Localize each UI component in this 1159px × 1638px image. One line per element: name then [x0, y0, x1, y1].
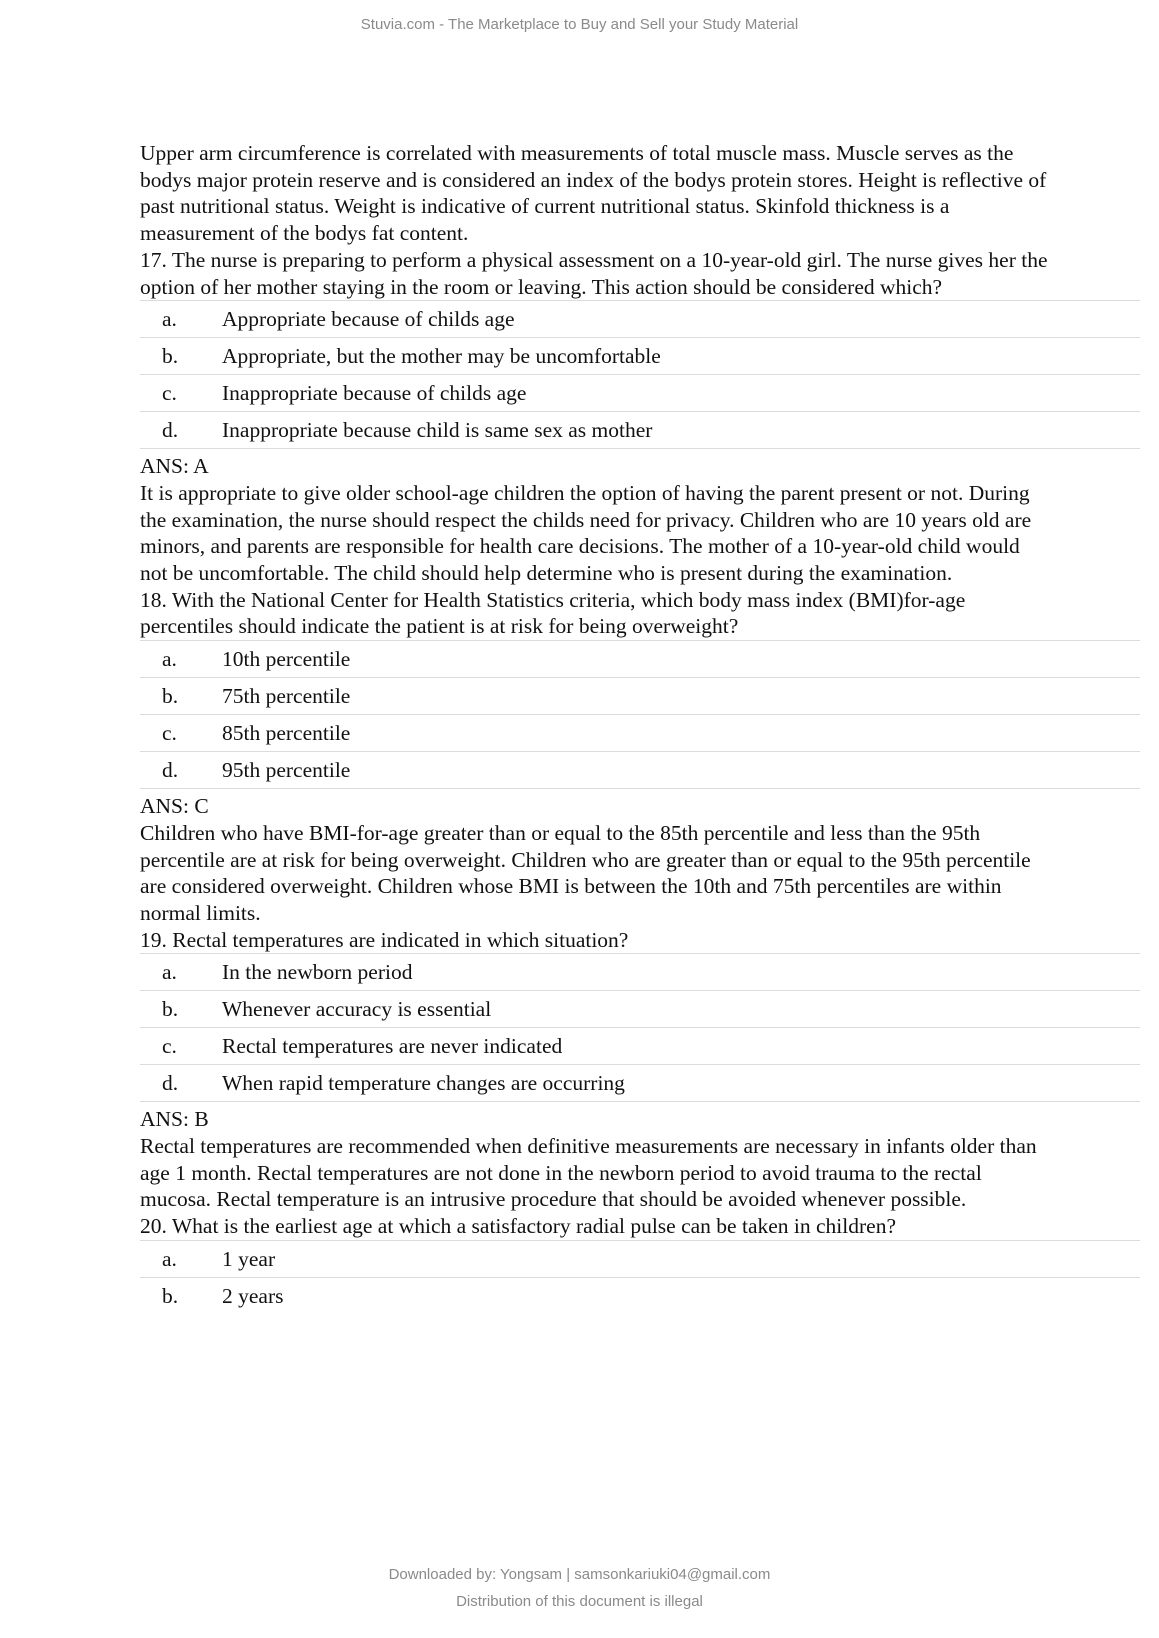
question-20: [140, 1213, 1140, 1314]
option-item: [140, 990, 1140, 1027]
option-letter: b.: [162, 1283, 179, 1308]
option-text: 2 years: [222, 1283, 284, 1308]
option-text: 85th percentile: [222, 720, 351, 745]
option-letter: a.: [162, 306, 177, 331]
intro-paragraph: Upper arm circumference is correlated with measurements of total muscle mass. Muscle serves as the bodys major protein reserve and is considered an index of the bodys protein stores. Height is reflective of past nutritional status. Weight is indicative of current nutritional status. Skinfold thickness is a measurement of the bodys fat content.: [140, 141, 1047, 246]
option-item: [140, 1027, 1140, 1064]
option-item: [140, 374, 1140, 411]
option-text: 1 year: [222, 1246, 276, 1271]
option-letter: a.: [162, 960, 177, 984]
option-item: [140, 300, 1140, 337]
option-item: [140, 1064, 1140, 1102]
option-list: [140, 640, 1140, 789]
question-17: [140, 247, 1140, 587]
question-stem: 19. Rectal temperatures are indicated in which situation?: [140, 927, 629, 952]
option-letter: d.: [162, 757, 179, 782]
rationale: Rectal temperatures are recommended when definitive measurements are necessary in infants older than age 1 month. Rectal temperatures are not done in the newborn period to avoid trauma to the rectal mucosa. Rectal temperature is an intrusive procedure that should be avoided whenever possible.: [140, 1134, 1037, 1212]
rationale: It is appropriate to give older school-age children the option of having the parent present or not. During the examination, the nurse should respect the childs need for privacy. Children who are 10 years old are minors, and parents are responsible for health care decisions. The mother of a 10-year-old child would not be uncomfortable. The child should help determine who is present during the examination.: [140, 480, 1032, 586]
option-text: Appropriate because of childs age: [222, 306, 515, 331]
rationale: Children who have BMI-for-age greater than or equal to the 85th percentile and less than the 95th percentile are at risk for being overweight. Children who are greater than or equal to the 95th percentile are considered overweight. Children whose BMI is between the 10th and 75th percentiles are within normal limits.: [140, 820, 1031, 925]
option-text: When rapid temperature changes are occurring: [222, 1071, 625, 1095]
option-item: [140, 714, 1140, 751]
option-letter: b.: [162, 997, 179, 1021]
option-text: Appropriate, but the mother may be uncomfortable: [222, 343, 661, 368]
option-text: Inappropriate because child is same sex as mother: [222, 417, 653, 442]
option-item: [140, 640, 1140, 677]
option-letter: a.: [162, 646, 177, 671]
question-19: [140, 927, 1140, 1214]
option-item: [140, 953, 1140, 990]
option-text: 95th percentile: [222, 757, 351, 782]
question-stem: 18. With the National Center for Health Statistics criteria, which body mass index (BMI)for-age percentiles should indicate the patient is at risk for being overweight?: [140, 587, 966, 639]
option-list: [140, 953, 1140, 1102]
answer-key: ANS: C: [140, 794, 209, 819]
document-body: [140, 140, 1140, 1314]
option-letter: b.: [162, 683, 179, 708]
footer-distribution-notice: Distribution of this document is illegal: [456, 1593, 703, 1610]
option-item: [140, 751, 1140, 789]
option-letter: c.: [162, 720, 177, 745]
option-letter: c.: [162, 1034, 177, 1058]
page-header: Stuvia.com - The Marketplace to Buy and Sell your Study Material: [360, 16, 799, 33]
answer-key: ANS: B: [140, 1107, 209, 1132]
option-item: [140, 411, 1140, 449]
option-text: 75th percentile: [222, 683, 351, 708]
question-stem: 17. The nurse is preparing to perform a physical assessment on a 10-year-old girl. The nurse gives her the option of her mother staying in the room or leaving. This action should be considered which?: [140, 247, 1048, 299]
option-letter: a.: [162, 1246, 177, 1271]
option-text: Whenever accuracy is essential: [222, 997, 492, 1021]
question-18: [140, 587, 1140, 927]
option-text: In the newborn period: [222, 960, 413, 984]
option-letter: c.: [162, 380, 177, 405]
option-item: [140, 677, 1140, 714]
option-letter: d.: [162, 417, 179, 442]
option-item: [140, 1240, 1140, 1277]
question-stem: 20. What is the earliest age at which a satisfactory radial pulse can be taken in children?: [140, 1214, 896, 1239]
option-item: [140, 1277, 1140, 1314]
option-text: 10th percentile: [222, 646, 351, 671]
answer-key: ANS: A: [140, 454, 209, 479]
option-list: [140, 1240, 1140, 1314]
option-letter: b.: [162, 343, 179, 368]
option-text: Rectal temperatures are never indicated: [222, 1034, 563, 1058]
option-letter: d.: [162, 1071, 179, 1095]
option-item: [140, 337, 1140, 374]
option-list: [140, 300, 1140, 449]
option-text: Inappropriate because of childs age: [222, 380, 527, 405]
footer-downloaded-by: Downloaded by: Yongsam | samsonkariuki04@gmail.com: [388, 1566, 771, 1583]
